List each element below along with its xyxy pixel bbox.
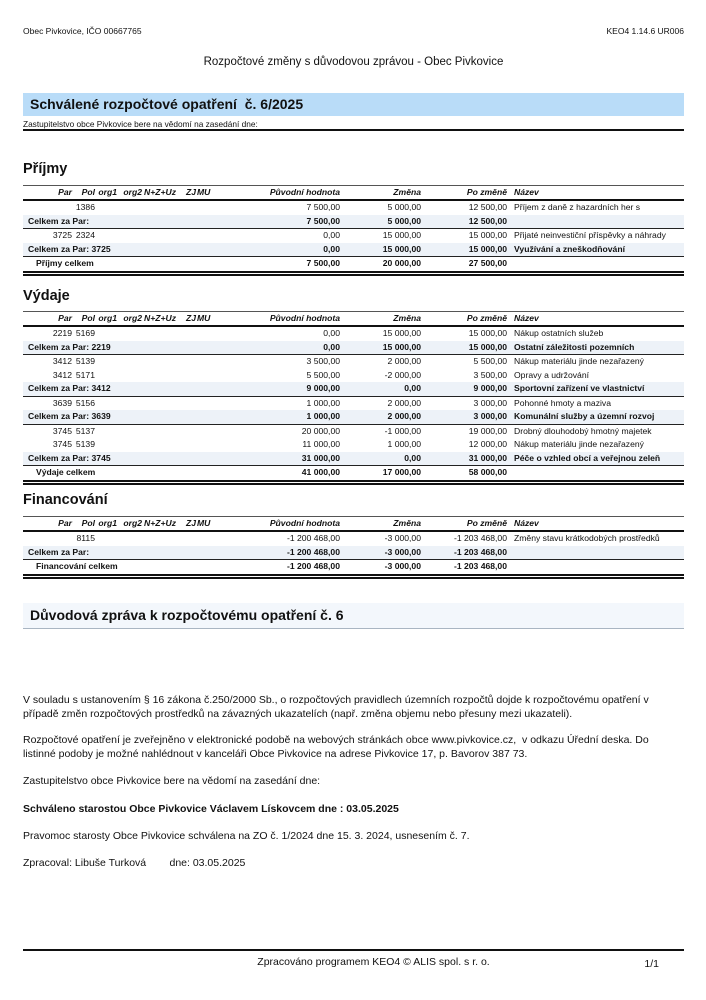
cell-pol: 1386 <box>75 202 95 212</box>
financovani-heading: Financování <box>23 492 108 508</box>
col-org1: org1 <box>98 313 117 323</box>
vydaje-table <box>23 311 684 485</box>
col-puvodni-hodnota: Původní hodnota <box>269 313 340 323</box>
col-zj: ZJ <box>185 187 196 197</box>
data-row <box>23 438 684 452</box>
col-mu: MU <box>197 518 211 528</box>
cell-label: Celkem za Par: 3412 <box>28 383 111 393</box>
cell-zmena: 15 000,00 <box>382 328 421 338</box>
cell-label: Financování celkem <box>36 561 118 571</box>
cell-nazev: Ostatní záležitosti pozemních <box>514 341 635 352</box>
cell-par: 3412 <box>52 356 72 366</box>
cell-nazev <box>508 546 684 560</box>
cell-puvodni: 0,00 <box>323 243 340 254</box>
col-par: Par <box>58 187 72 197</box>
cell-po-zmene: 3 000,00 <box>473 397 507 408</box>
cell-pol: 5139 <box>75 356 95 366</box>
table-header-row <box>23 186 684 201</box>
report-paragraph-3: Zastupitelstvo obce Pivkovice bere na vědomí na zasedání dne: <box>23 775 321 787</box>
col-pol: Pol <box>81 313 95 323</box>
cell-nazev: Sportovní zařízení ve vlastnictví <box>514 383 645 393</box>
header-divider <box>23 129 684 131</box>
cell-po-zmene: -1 203 468,00 <box>453 546 507 557</box>
approved-title-bar: Schválené rozpočtové opatření č. 6/2025 <box>23 93 684 116</box>
cell-pol: 5137 <box>75 425 95 436</box>
report-paragraph-authority: Pravomoc starosty Obce Pivkovice schválena na ZO č. 1/2024 dne 15. 3. 2024, usnesením č. 7. <box>23 830 470 842</box>
cell-label: Příjmy celkem <box>36 258 94 268</box>
report-paragraph-approved: Schváleno starostou Obce Pivkovice Václavem Lískovcem dne : 03.05.2025 <box>23 803 399 815</box>
approved-note: Zastupitelstvo obce Pivkovice bere na vědomí na zasedání dne: <box>23 119 258 129</box>
page-meta-row <box>23 26 684 36</box>
cell-po-zmene: 12 500,00 <box>468 215 507 226</box>
cell-label: Celkem za Par: 2219 <box>28 341 111 352</box>
cell-pol: 5139 <box>75 439 95 449</box>
col-org2: org2 <box>123 187 142 197</box>
cell-puvodni: 7 500,00 <box>306 258 340 268</box>
cell-par <box>23 531 73 546</box>
cell-par: 3412 <box>52 369 72 380</box>
cell-zmena: 15 000,00 <box>382 341 421 352</box>
cell-puvodni: 0,00 <box>323 341 340 352</box>
report-paragraph-author: Zpracoval: Libuše Turková dne: 03.05.2025 <box>23 857 246 869</box>
cell-label: Celkem za Par: 3745 <box>28 452 111 463</box>
cell-po-zmene: 15 000,00 <box>468 328 507 338</box>
cell-pol: 5171 <box>75 369 95 380</box>
cell-zmena: 5 000,00 <box>387 215 421 226</box>
cell-po-zmene: -1 203 468,00 <box>453 561 507 571</box>
cell-zmena: 5 000,00 <box>387 202 421 212</box>
report-body <box>23 693 684 870</box>
cell-zmena: 2 000,00 <box>387 411 421 421</box>
col-org1: org1 <box>98 518 117 528</box>
prijmy-table <box>23 185 684 276</box>
col-zmena: Změna <box>393 313 421 323</box>
cell-po-zmene: 9 000,00 <box>473 383 507 393</box>
cell-zmena: 15 000,00 <box>382 230 421 240</box>
cell-nazev: Opravy a udržování <box>514 369 589 380</box>
col-zj: ZJ <box>185 518 196 528</box>
cell-po-zmene: 3 500,00 <box>473 369 507 380</box>
data-row <box>23 396 684 410</box>
cell-par: 3745 <box>52 425 72 436</box>
cell-zmena: 0,00 <box>404 452 421 463</box>
col-po-zmene: Po změně <box>466 518 507 528</box>
cell-zmena: 17 000,00 <box>382 467 421 477</box>
cell-puvodni: -1 200 468,00 <box>286 533 340 543</box>
data-row <box>23 200 684 215</box>
cell-nazev: Nákup materiálu jinde nezařazený <box>514 356 644 366</box>
report-paragraph-1: V souladu s ustanovením § 16 zákona č.250/2000 Sb., o rozpočtových pravidlech územních rozpočtů dojde k rozpočtovému opatření v případě změn rozpočtových prostředků na závazných ukazatelích (např. změna objemu nebo přesuny mezi ukazateli). <box>23 694 652 720</box>
cell-pol: 8115 <box>76 533 95 543</box>
cell-nazev: Pohonné hmoty a maziva <box>514 397 611 408</box>
cell-po-zmene: 15 000,00 <box>468 243 507 254</box>
data-row <box>23 531 684 546</box>
cell-label: Výdaje celkem <box>36 467 96 477</box>
col-po-zmene: Po změně <box>466 313 507 323</box>
cell-po-zmene: 58 000,00 <box>468 467 507 477</box>
cell-puvodni: 7 500,00 <box>306 215 340 226</box>
cell-label: Celkem za Par: <box>28 546 90 557</box>
vydaje-heading: Výdaje <box>23 288 70 304</box>
col-mu: MU <box>197 187 211 197</box>
cell-po-zmene: 12 500,00 <box>468 202 507 212</box>
total-row <box>23 257 684 272</box>
cell-zmena: -3 000,00 <box>384 546 421 557</box>
cell-po-zmene: 27 500,00 <box>468 258 507 268</box>
cell-puvodni: 0,00 <box>323 328 340 338</box>
subtotal-row <box>23 215 684 229</box>
data-row <box>23 229 684 243</box>
cell-puvodni: 5 500,00 <box>306 369 340 380</box>
cell-po-zmene: 15 000,00 <box>468 230 507 240</box>
cell-par: 3725 <box>52 230 72 240</box>
cell-puvodni: 7 500,00 <box>306 202 340 212</box>
cell-zmena: -3 000,00 <box>384 533 421 543</box>
cell-puvodni: 1 000,00 <box>306 397 340 408</box>
cell-zmena: -3 000,00 <box>384 561 421 571</box>
cell-puvodni: 41 000,00 <box>301 467 340 477</box>
col-pol: Pol <box>81 518 95 528</box>
total-row <box>23 466 684 481</box>
col-par: Par <box>58 518 72 528</box>
subtotal-row <box>23 546 684 560</box>
cell-po-zmene: 5 500,00 <box>473 356 507 366</box>
cell-par: 3639 <box>52 397 72 408</box>
cell-po-zmene: 15 000,00 <box>468 341 507 352</box>
cell-nazev: Nákup ostatních služeb <box>514 328 604 338</box>
table-header-row <box>23 517 684 532</box>
cell-puvodni: 1 000,00 <box>306 411 340 421</box>
cell-pol: 5169 <box>75 328 95 338</box>
cell-nazev: Přijaté neinvestiční příspěvky a náhrady <box>514 230 666 240</box>
report-paragraph-2: Rozpočtové opatření je zveřejněno v elektronické podobě na webových stránkách obce www.pivkovice.cz, v odkazu Úřední deska. Do listinné podoby je možné nahlédnout v kanceláři Obce Pivkovice na adrese Pivkovice 17, p. Bavorov 387 73. <box>23 734 652 760</box>
data-row <box>23 424 684 438</box>
financovani-table <box>23 516 684 579</box>
col-org2: org2 <box>123 313 142 323</box>
cell-zmena: -2 000,00 <box>384 369 421 380</box>
cell-pol: 5156 <box>75 397 95 408</box>
cell-nazev: Komunální služby a územní rozvoj <box>514 411 655 421</box>
cell-po-zmene: 12 000,00 <box>468 439 507 449</box>
cell-label: Celkem za Par: <box>28 215 90 226</box>
org-name: Obec Pivkovice, IČO 00667765 <box>23 26 142 36</box>
cell-po-zmene: 31 000,00 <box>468 452 507 463</box>
cell-zmena: 0,00 <box>404 383 421 393</box>
col-zj: ZJ <box>185 313 196 323</box>
doc-title: Rozpočtové změny s důvodovou zprávou - Obec Pivkovice <box>203 56 504 68</box>
col-par: Par <box>58 313 72 323</box>
cell-zmena: 2 000,00 <box>387 397 421 408</box>
cell-zmena: -1 000,00 <box>384 425 421 436</box>
cell-puvodni: 11 000,00 <box>302 439 340 449</box>
cell-puvodni: 31 000,00 <box>301 452 340 463</box>
prijmy-heading: Příjmy <box>23 161 68 177</box>
footer-page-number: 1/1 <box>644 958 659 970</box>
col-zmena: Změna <box>393 187 421 197</box>
table-header-row <box>23 312 684 327</box>
cell-label: Celkem za Par: 3639 <box>28 411 111 421</box>
col-pol: Pol <box>81 187 95 197</box>
col-nzuz: N+Z+Uz <box>144 313 176 323</box>
cell-zmena: 20 000,00 <box>382 258 421 268</box>
cell-par: 3745 <box>52 439 72 449</box>
cell-zmena: 15 000,00 <box>382 243 421 254</box>
cell-pol: 2324 <box>75 230 95 240</box>
col-nazev: Název <box>514 518 539 528</box>
subtotal-row <box>23 243 684 257</box>
footer-text: Zpracováno programem KEO4 © ALIS spol. s r. o. <box>257 956 490 968</box>
data-row <box>23 355 684 369</box>
col-nzuz: N+Z+Uz <box>144 187 176 197</box>
cell-po-zmene: 19 000,00 <box>468 425 507 436</box>
cell-nazev: Drobný dlouhodobý hmotný majetek <box>514 425 652 436</box>
col-org1: org1 <box>98 187 117 197</box>
cell-po-zmene: -1 203 468,00 <box>453 533 507 543</box>
cell-nazev: Změny stavu krátkodobých prostředků <box>514 533 660 543</box>
col-mu: MU <box>197 313 211 323</box>
report-title-bar: Důvodová zpráva k rozpočtovému opatření č. 6 <box>23 603 684 629</box>
subtotal-row <box>23 452 684 466</box>
cell-nazev: Využívání a zneškodňování <box>514 243 625 254</box>
page-footer <box>23 949 684 968</box>
cell-puvodni: 0,00 <box>323 230 340 240</box>
cell-puvodni: -1 200 468,00 <box>286 561 340 571</box>
cell-puvodni: -1 200 468,00 <box>286 546 340 557</box>
cell-po-zmene: 3 000,00 <box>473 411 507 421</box>
cell-puvodni: 20 000,00 <box>301 425 340 436</box>
cell-nazev <box>508 215 684 229</box>
cell-par: 2219 <box>52 328 72 338</box>
total-row <box>23 560 684 575</box>
cell-nazev: Příjem z daně z hazardních her s <box>514 202 641 212</box>
subtotal-row <box>23 341 684 355</box>
col-po-zmene: Po změně <box>466 187 507 197</box>
cell-label: Celkem za Par: 3725 <box>28 243 111 254</box>
col-nazev: Název <box>514 313 539 323</box>
col-org2: org2 <box>123 518 142 528</box>
cell-par <box>23 200 73 215</box>
col-nazev: Název <box>514 187 539 197</box>
cell-nazev: Péče o vzhled obcí a veřejnou zeleň <box>514 452 661 463</box>
cell-zmena: 1 000,00 <box>387 439 421 449</box>
col-puvodni-hodnota: Původní hodnota <box>269 518 340 528</box>
col-puvodni-hodnota: Původní hodnota <box>269 187 340 197</box>
data-row <box>23 326 684 341</box>
app-version: KEO4 1.14.6 UR006 <box>606 26 684 36</box>
cell-puvodni: 9 000,00 <box>306 383 340 393</box>
subtotal-row <box>23 410 684 424</box>
col-nzuz: N+Z+Uz <box>144 518 176 528</box>
col-zmena: Změna <box>393 518 421 528</box>
cell-puvodni: 3 500,00 <box>306 356 340 366</box>
subtotal-row <box>23 382 684 396</box>
data-row <box>23 369 684 383</box>
cell-nazev: Nákup materiálu jinde nezařazený <box>514 439 644 449</box>
cell-zmena: 2 000,00 <box>387 356 421 366</box>
